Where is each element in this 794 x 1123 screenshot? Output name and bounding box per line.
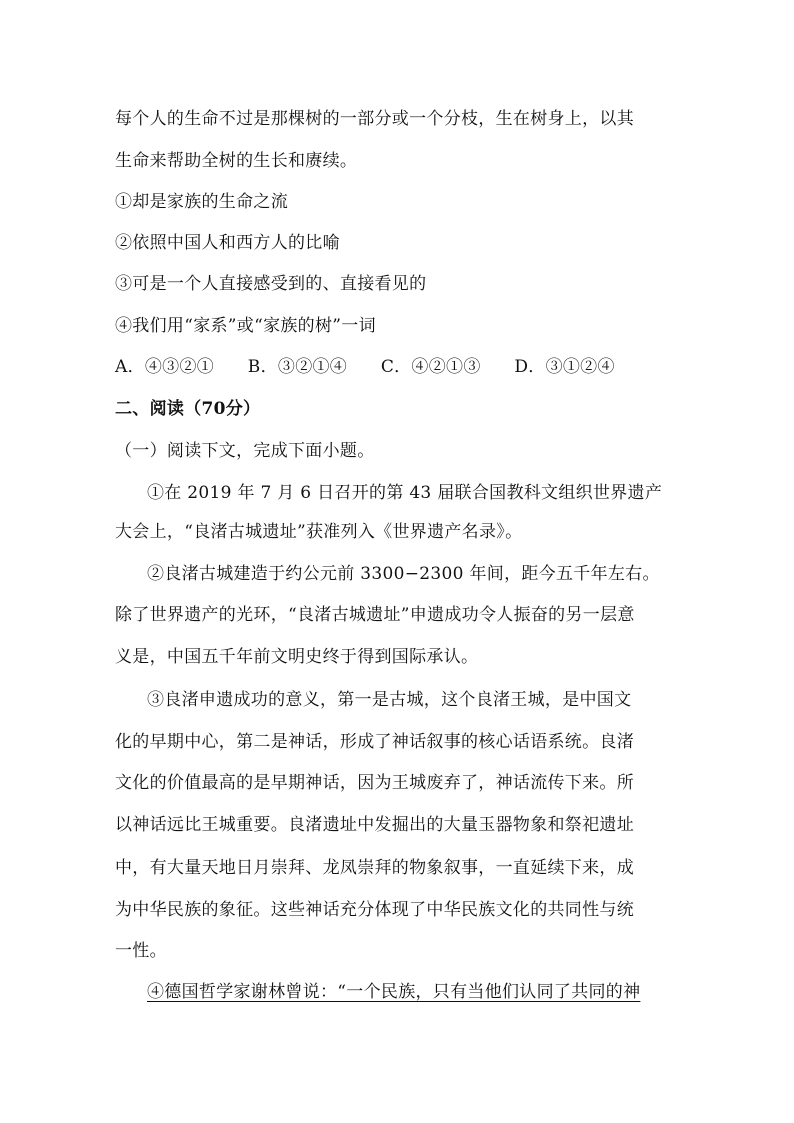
section-heading: 二、阅读（70分） <box>115 399 261 419</box>
passage-line: ②良渚古城建造于约公元前 3300−2300 年间，距今五千年左右。 <box>147 564 660 584</box>
sub-heading: （一）阅读下文，完成下面小题。 <box>115 441 375 461</box>
passage-line: 大会上，“良渚古城遗址”获准列入《世界遗产名录》。 <box>115 522 523 542</box>
passage-line: 一性。 <box>115 941 167 961</box>
text-line: ④我们用“家系”或“家族的树”一词 <box>115 316 376 336</box>
text-line: ③可是一个人直接感受到的、直接看见的 <box>115 274 427 294</box>
passage-line: 为中华民族的象征。这些神话充分体现了中华民族文化的共同性与统 <box>115 900 634 920</box>
passage-line: 化的早期中心，第二是神话，形成了神话叙事的核心话语系统。良渚 <box>115 732 634 752</box>
option-a: A．④③②① <box>115 357 215 377</box>
option-d: D．③①②④ <box>514 357 615 377</box>
option-c: C．④②①③ <box>380 357 481 377</box>
passage-line: 义是，中国五千年前文明史终于得到国际承认。 <box>115 647 479 667</box>
passage-line: 除了世界遗产的光环，“良渚古城遗址”申遗成功令人振奋的另一层意 <box>115 605 635 625</box>
text-line: ②依照中国人和西方人的比喻 <box>115 233 340 253</box>
passage-line: ③良渚申遗成功的意义，第一是古城，这个良渚王城，是中国文 <box>147 690 632 710</box>
passage-line: ④德国哲学家谢林曾说：“一个民族，只有当他们认同了共同的神 <box>147 982 641 1002</box>
option-b: B．③②①④ <box>247 357 348 377</box>
passage-line: 中，有大量天地日月崇拜、龙凤崇拜的物象叙事，一直延续下来，成 <box>115 858 634 878</box>
text-line: 每个人的生命不过是那棵树的一部分或一个分枝，生在树身上，以其 <box>115 109 634 129</box>
text-line: 生命来帮助全树的生长和赓续。 <box>115 151 358 171</box>
answer-options <box>115 356 685 378</box>
text-line: ①却是家族的生命之流 <box>115 192 288 212</box>
passage-line: 文化的价值最高的是早期神话，因为王城废弃了，神话流传下来。所 <box>115 773 634 793</box>
passage-line: 以神话远比王城重要。良渚遗址中发掘出的大量玉器物象和祭祀遗址 <box>115 815 634 835</box>
passage-line: ①在 2019 年 7 月 6 日召开的第 43 届联合国教科文组织世界遗产 <box>147 483 663 503</box>
